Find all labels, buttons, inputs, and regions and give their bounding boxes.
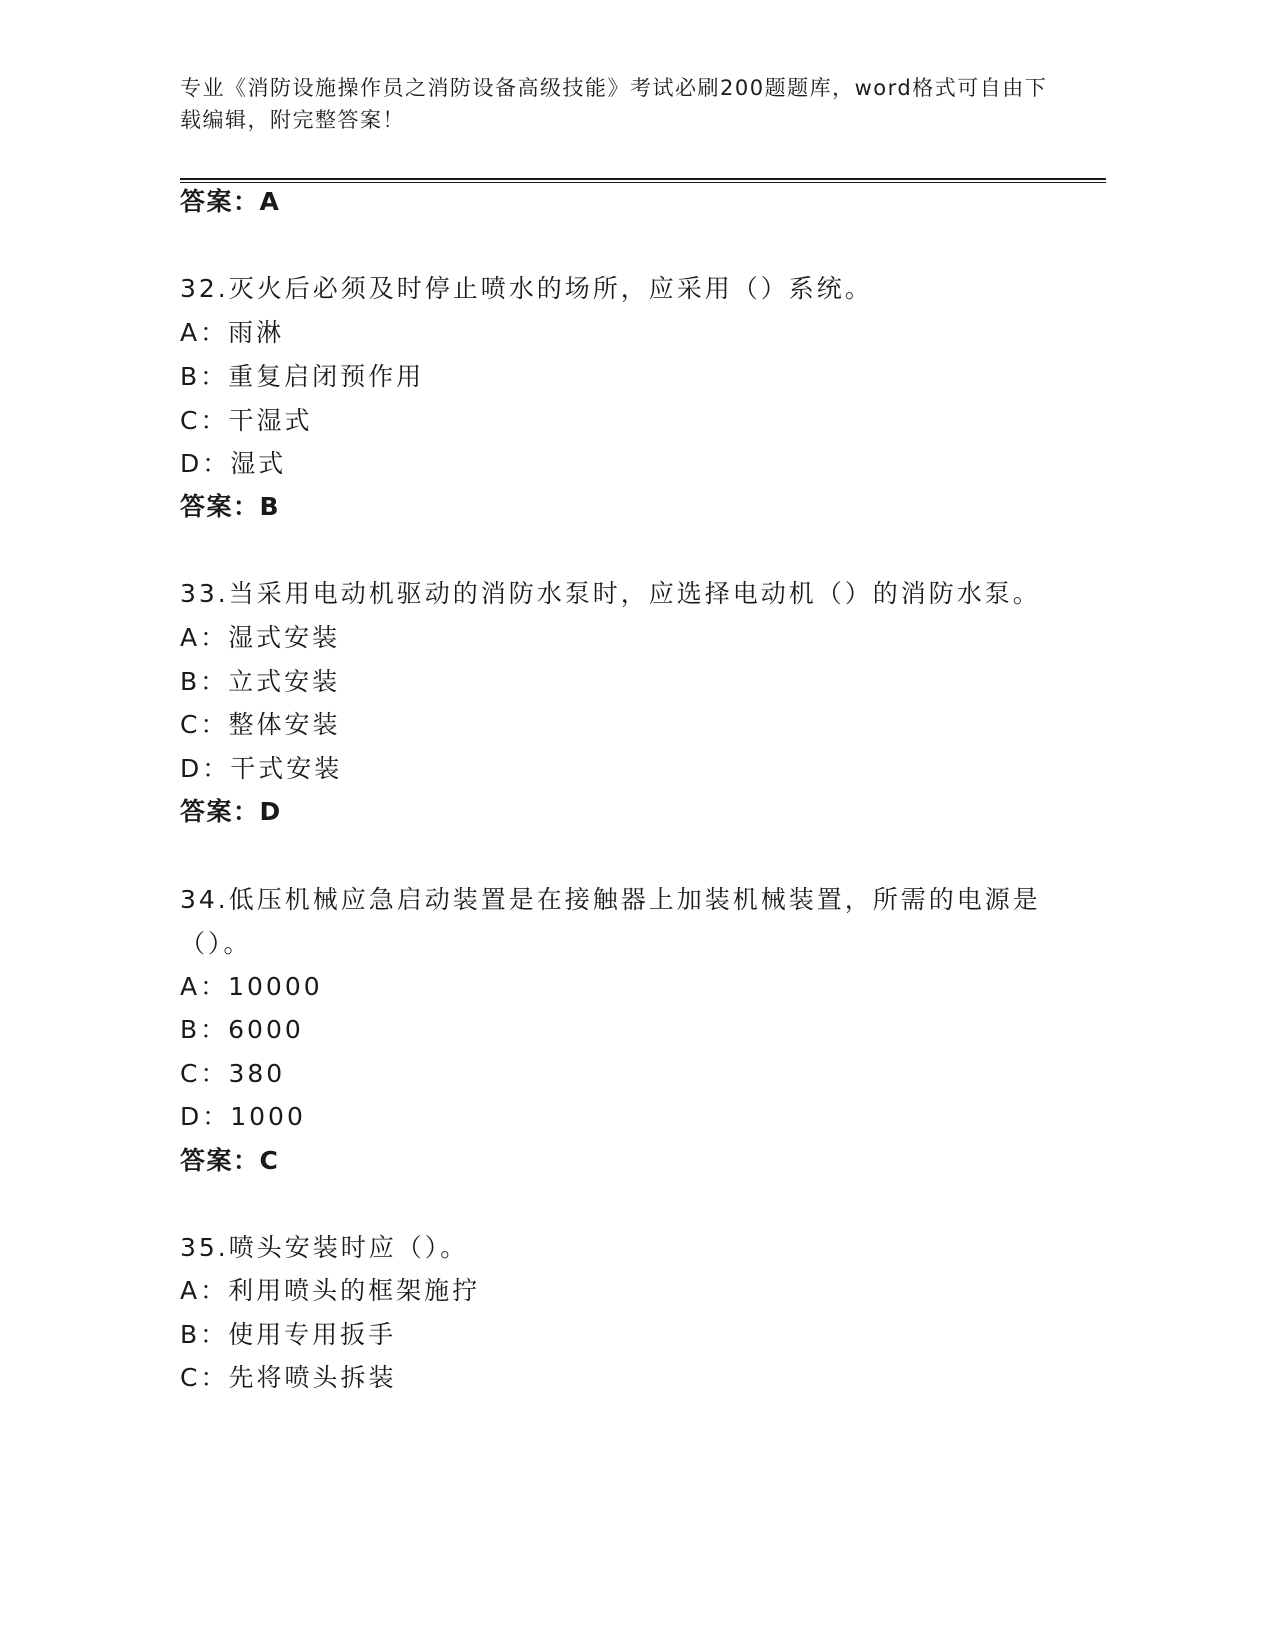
page-header: 专业《消防设施操作员之消防设备高级技能》考试必刷200题题库，word格式可自由下载编辑，附完整答案！ — [180, 76, 1048, 132]
option-a: A：湿式安装 — [180, 623, 341, 652]
option-b: B：重复启闭预作用 — [180, 362, 425, 391]
answer-line: 答案：D — [180, 797, 282, 826]
option-c: C：干湿式 — [180, 406, 313, 435]
option-c: C：整体安装 — [180, 710, 341, 739]
option-c: C：先将喷头拆装 — [180, 1363, 397, 1392]
answer-line: 答案：C — [180, 1146, 280, 1175]
answer-line: 答案：B — [180, 492, 281, 521]
option-b: B：使用专用扳手 — [180, 1320, 397, 1349]
option-a: A：10000 — [180, 972, 323, 1001]
option-a: A：雨淋 — [180, 318, 285, 347]
option-a: A：利用喷头的框架施拧 — [180, 1276, 481, 1305]
option-c: C：380 — [180, 1059, 286, 1088]
question-stem: 34.低压机械应急启动装置是在接触器上加装机械装置，所需的电源是（）。 — [180, 885, 1041, 958]
option-b: B：立式安装 — [180, 667, 341, 696]
option-d: D：干式安装 — [180, 754, 343, 783]
header-rule-thin — [180, 182, 1106, 183]
question-stem: 35.喷头安装时应（）。 — [180, 1233, 469, 1262]
option-d: D：湿式 — [180, 449, 287, 478]
option-b: B：6000 — [180, 1015, 304, 1044]
header-rule-thick — [180, 178, 1106, 180]
question-stem: 33.当采用电动机驱动的消防水泵时，应选择电动机（）的消防水泵。 — [180, 579, 1041, 608]
option-d: D：1000 — [180, 1102, 306, 1131]
question-stem: 32.灭火后必须及时停止喷水的场所，应采用（）系统。 — [180, 274, 873, 303]
answer-line: 答案：A — [180, 187, 281, 216]
